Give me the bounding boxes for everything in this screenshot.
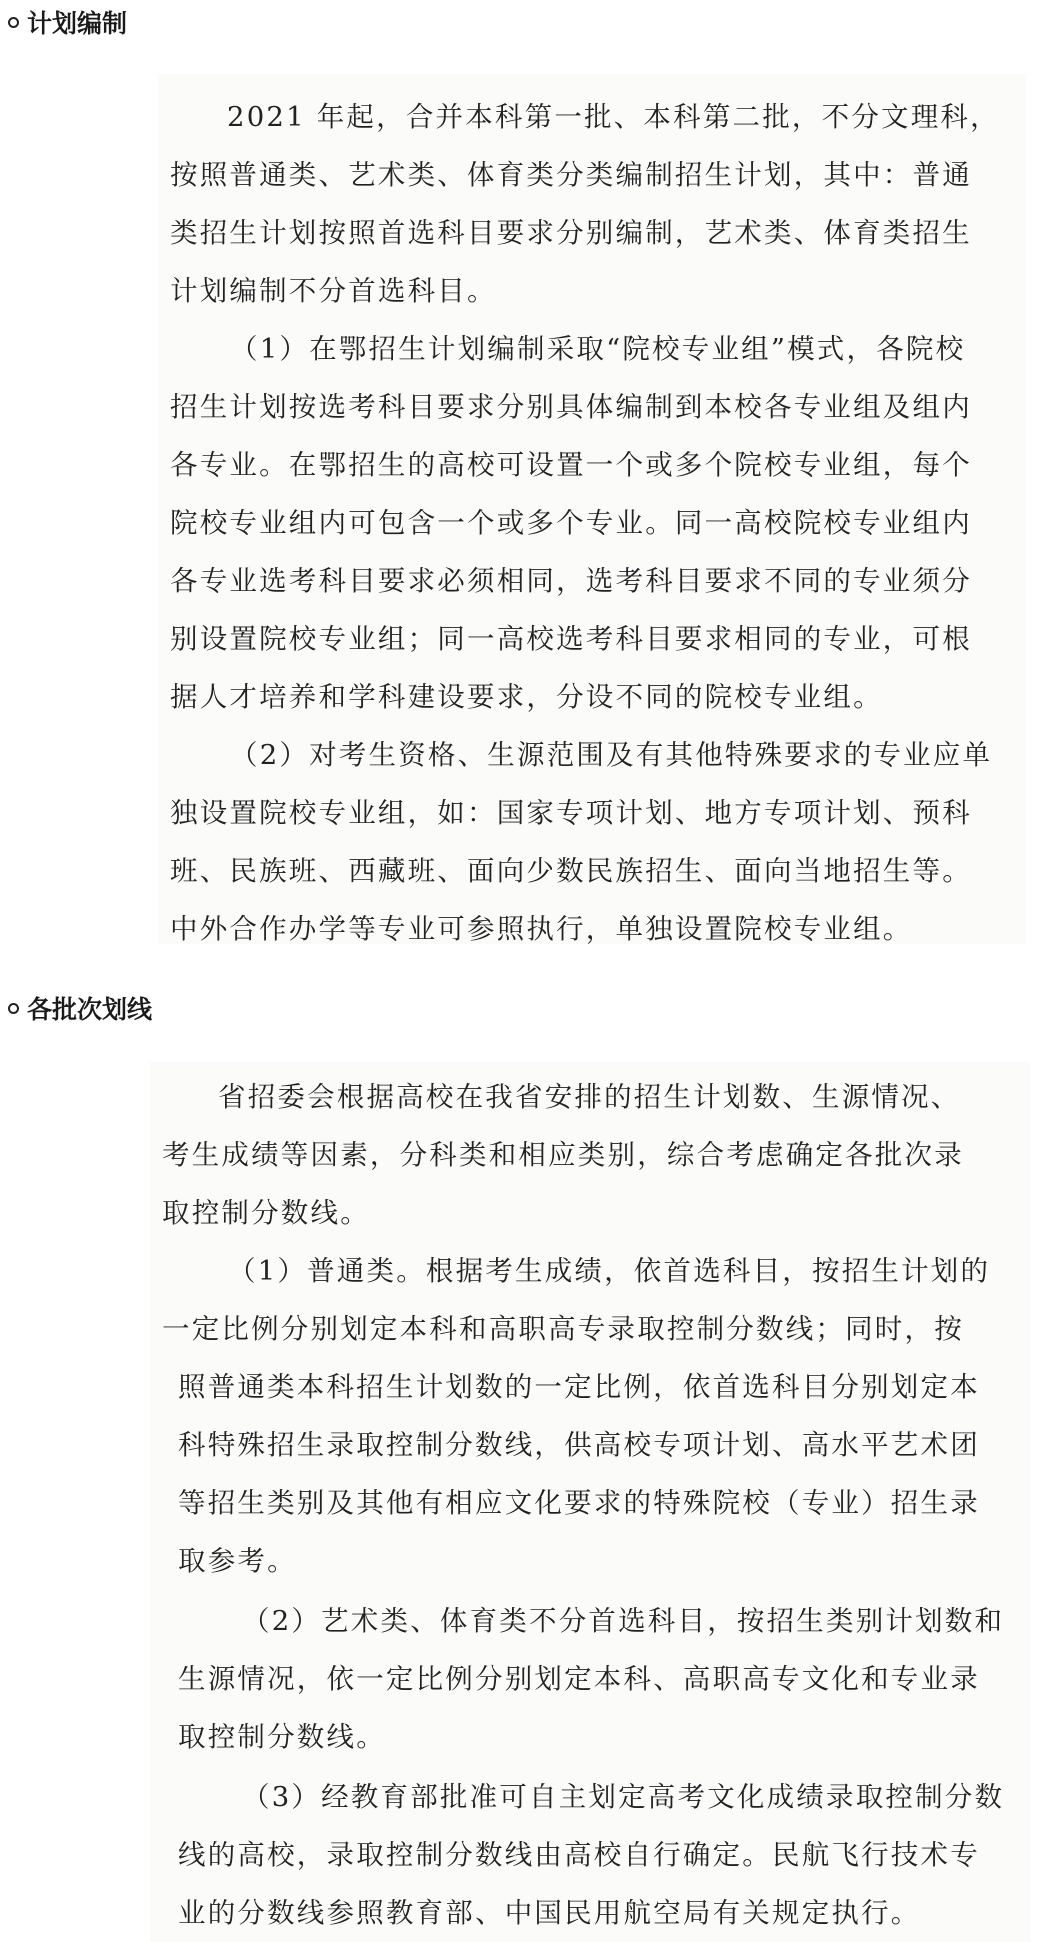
- text-line: 类招生计划按照首选科目要求分别编制，艺术类、体育类招生: [170, 217, 972, 249]
- text-line: 别设置院校专业组；同一高校选考科目要求相同的专业，可根: [170, 623, 972, 655]
- text-line: 等招生类别及其他有相应文化要求的特殊院校（专业）招生录: [178, 1487, 980, 1519]
- text-line: （3）经教育部批准可自主划定高考文化成绩录取控制分数: [242, 1781, 1005, 1813]
- paragraph: [150, 1068, 1026, 1242]
- text-line: 业的分数线参照教育部、中国民用航空局有关规定执行。: [178, 1897, 921, 1929]
- text-line: 2021 年起，合并本科第一批、本科第二批，不分文理科，: [227, 101, 1000, 133]
- text-line: 按照普通类、艺术类、体育类分类编制招生计划，其中：普通: [170, 159, 972, 191]
- paragraph: [150, 1592, 1026, 1766]
- section-heading-text: 各批次划线: [27, 995, 153, 1024]
- paragraph: [158, 320, 1018, 726]
- paragraph: [150, 1242, 1026, 1590]
- text-line: 取控制分数线。: [178, 1721, 386, 1753]
- text-line: （1）普通类。根据考生成绩，依首选科目，按招生计划的: [228, 1255, 991, 1287]
- text-line: 班、民族班、西藏班、面向少数民族招生、面向当地招生等。: [170, 855, 972, 887]
- text-line: 招生计划按选考科目要求分别具体编制到本校各专业组及组内: [170, 391, 972, 423]
- section-heading-text: 计划编制: [27, 9, 128, 38]
- paragraph: [158, 726, 1018, 958]
- scanned-text-block-score-lines: [150, 1062, 1030, 1942]
- text-line: 取参考。: [178, 1545, 297, 1577]
- text-line: 照普通类本科招生计划数的一定比例，依首选科目分别划定本: [178, 1371, 980, 1403]
- text-line: 院校专业组内可包含一个或多个专业。同一高校院校专业组内: [170, 507, 972, 539]
- paragraph: [158, 88, 1018, 320]
- text-line: 计划编制不分首选科目。: [170, 275, 497, 307]
- text-line: 考生成绩等因素，分科类和相应类别，综合考虑确定各批次录: [162, 1139, 964, 1171]
- paragraph: [150, 1768, 1026, 1942]
- section-heading-score-lines: [8, 990, 152, 1026]
- hollow-circle-bullet-icon: [8, 17, 19, 28]
- text-line: 中外合作办学等专业可参照执行，单独设置院校专业组。: [170, 913, 913, 945]
- text-line: 线的高校，录取控制分数线由高校自行确定。民航飞行技术专: [178, 1839, 980, 1871]
- text-line: （2）对考生资格、生源范围及有其他特殊要求的专业应单: [230, 739, 993, 771]
- text-line: 独设置院校专业组，如：国家专项计划、地方专项计划、预科: [170, 797, 972, 829]
- hollow-circle-bullet-icon: [8, 1003, 19, 1014]
- text-line: 省招委会根据高校在我省安排的招生计划数、生源情况、: [218, 1081, 961, 1113]
- text-line: 科特殊招生录取控制分数线，供高校专项计划、高水平艺术团: [178, 1429, 980, 1461]
- text-line: 取控制分数线。: [162, 1197, 370, 1229]
- scanned-text-block-plan: [158, 74, 1026, 944]
- text-line: （2）艺术类、体育类不分首选科目，按招生类别计划数和: [242, 1605, 1005, 1637]
- text-line: 各专业。在鄂招生的高校可设置一个或多个院校专业组，每个: [170, 449, 972, 481]
- text-line: 据人才培养和学科建设要求，分设不同的院校专业组。: [170, 681, 883, 713]
- text-line: 生源情况，依一定比例分别划定本科、高职高专文化和专业录: [178, 1663, 980, 1695]
- section-heading-plan: [8, 4, 127, 40]
- text-line: 一定比例分别划定本科和高职高专录取控制分数线；同时，按: [162, 1313, 964, 1345]
- text-line: （1）在鄂招生计划编制采取“院校专业组”模式，各院校: [230, 333, 966, 365]
- text-line: 各专业选考科目要求必须相同，选考科目要求不同的专业须分: [170, 565, 972, 597]
